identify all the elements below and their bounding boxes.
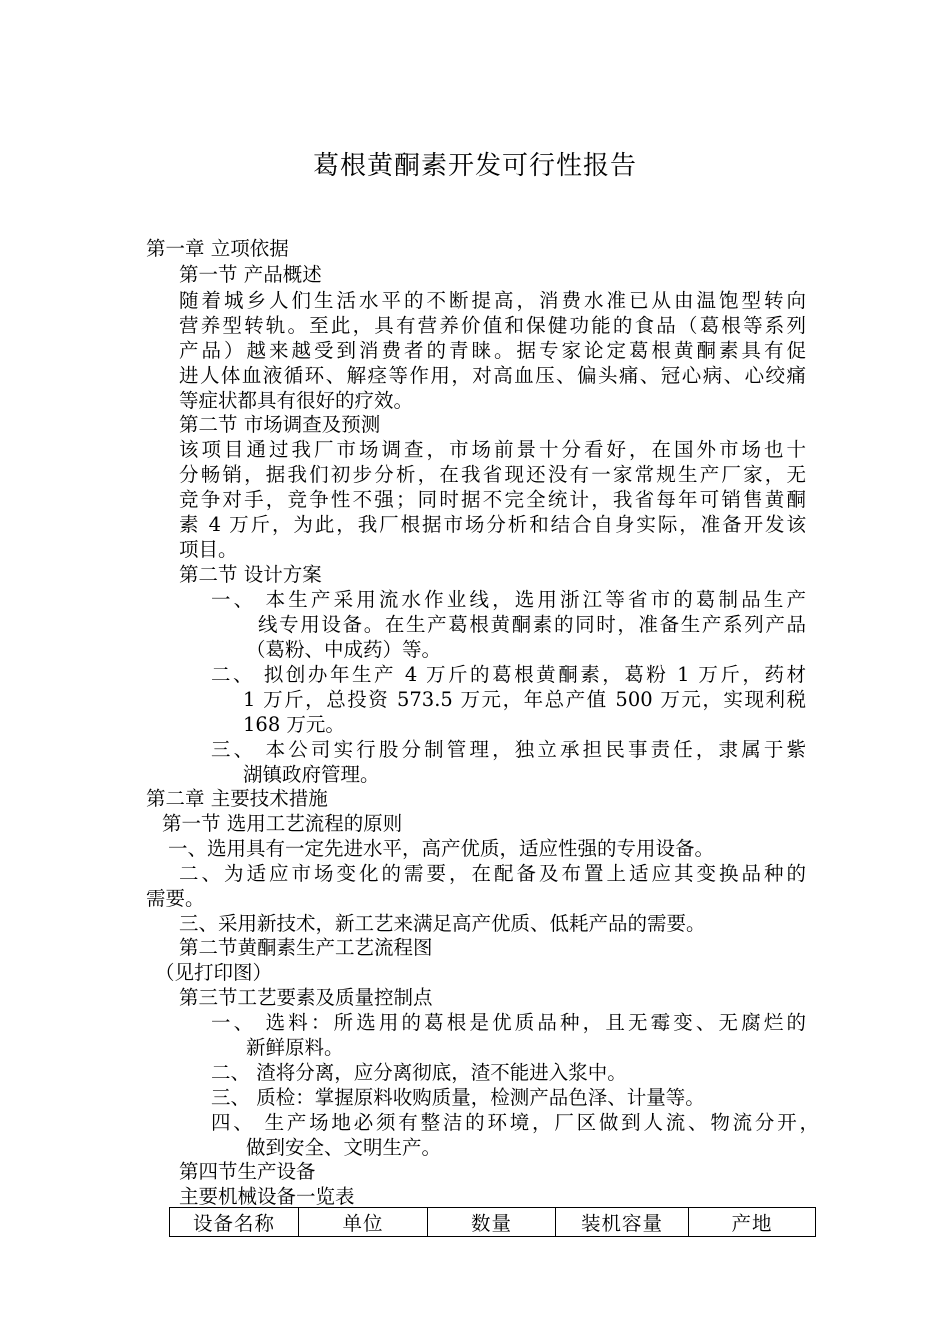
section-heading: 第二节黄酮素生产工艺流程图: [179, 936, 433, 959]
paragraph-line: （见打印图）: [155, 961, 273, 984]
paragraph-line: 营养型转轨。至此，具有营养价值和保健功能的食品（葛根等系列: [179, 314, 806, 337]
paragraph-line: 项目。: [179, 538, 238, 561]
list-item-continuation: （葛粉、中成药）等。: [246, 638, 442, 661]
paragraph-line: 随着城乡人们生活水平的不断提高，消费水准已从由温饱型转向: [179, 289, 806, 312]
list-item: 一、 本生产采用流水作业线，选用浙江等省市的葛制品生产: [211, 588, 806, 611]
equipment-table: [169, 1207, 816, 1237]
table-header-cell: 装机容量: [556, 1208, 689, 1237]
section-heading: 第一节 产品概述: [179, 263, 322, 286]
paragraph-line: 竞争对手，竞争性不强；同时据不完全统计，我省每年可销售黄酮: [179, 488, 806, 511]
table-header-cell: 产地: [689, 1208, 816, 1237]
list-item: 三、 本公司实行股分制管理，独立承担民事责任，隶属于紫: [211, 738, 806, 761]
chapter-heading: 第二章 主要技术措施: [146, 787, 328, 810]
list-item-continuation: 做到安全、文明生产。: [246, 1136, 442, 1159]
chapter-heading: 第一章 立项依据: [146, 237, 289, 260]
section-heading: 第四节生产设备: [179, 1160, 316, 1183]
table-header-row: [170, 1208, 816, 1237]
section-heading: 第一节 选用工艺流程的原则: [162, 812, 403, 835]
document-title: 葛根黄酮素开发可行性报告: [312, 151, 637, 181]
table-header-cell: 数量: [428, 1208, 556, 1237]
paragraph-line: 二、为适应市场变化的需要，在配备及布置上适应其变换品种的: [179, 862, 806, 885]
table-header-cell: 设备名称: [170, 1208, 299, 1237]
section-heading: 第二节 设计方案: [179, 563, 322, 586]
table-header-cell: 单位: [299, 1208, 428, 1237]
list-item-continuation: 湖镇政府管理。: [243, 763, 380, 786]
list-item-continuation: 新鲜原料。: [246, 1036, 344, 1059]
list-item-continuation: 线专用设备。在生产葛根黄酮素的同时，准备生产系列产品: [258, 613, 806, 636]
section-heading: 第二节 市场调查及预测: [179, 413, 381, 436]
list-item: 四、 生产场地必须有整洁的环境，厂区做到人流、物流分开，: [211, 1111, 819, 1134]
list-item: 二、 渣将分离，应分离彻底，渣不能进入浆中。: [211, 1061, 627, 1084]
paragraph-line: 需要。: [146, 887, 205, 910]
list-item: 三、 质检：掌握原料收购质量，检测产品色泽、计量等。: [211, 1086, 705, 1109]
paragraph-line: 素 4 万斤，为此，我厂根据市场分析和结合自身实际，准备开发该: [179, 513, 806, 536]
list-item-continuation: 168 万元。: [243, 713, 345, 736]
paragraph-line: 该项目通过我厂市场调查，市场前景十分看好，在国外市场也十: [179, 438, 806, 461]
list-item: 一、 选料：所选用的葛根是优质品种，且无霉变、无腐烂的: [211, 1011, 806, 1034]
paragraph-line: 分畅销，据我们初步分析，在我省现还没有一家常规生产厂家，无: [179, 463, 806, 486]
list-item: 二、 拟创办年生产 4 万斤的葛根黄酮素，葛粉 1 万斤，药材: [211, 663, 806, 686]
section-heading: 第三节工艺要素及质量控制点: [179, 986, 433, 1009]
paragraph-line: 三、采用新技术，新工艺来满足高产优质、低耗产品的需要。: [179, 912, 706, 935]
paragraph-line: 一、选用具有一定先进水平，高产优质，适应性强的专用设备。: [168, 837, 715, 860]
paragraph-line: 进人体血液循环、解痉等作用，对高血压、偏头痛、冠心病、心绞痛: [179, 364, 806, 387]
paragraph-line: 产品）越来越受到消费者的青睐。据专家论定葛根黄酮素具有促: [179, 339, 806, 362]
table-caption: 主要机械设备一览表: [179, 1185, 355, 1208]
paragraph-line: 等症状都具有很好的疗效。: [179, 389, 414, 412]
list-item-continuation: 1 万斤，总投资 573.5 万元，年总产值 500 万元，实现利税: [243, 688, 806, 711]
